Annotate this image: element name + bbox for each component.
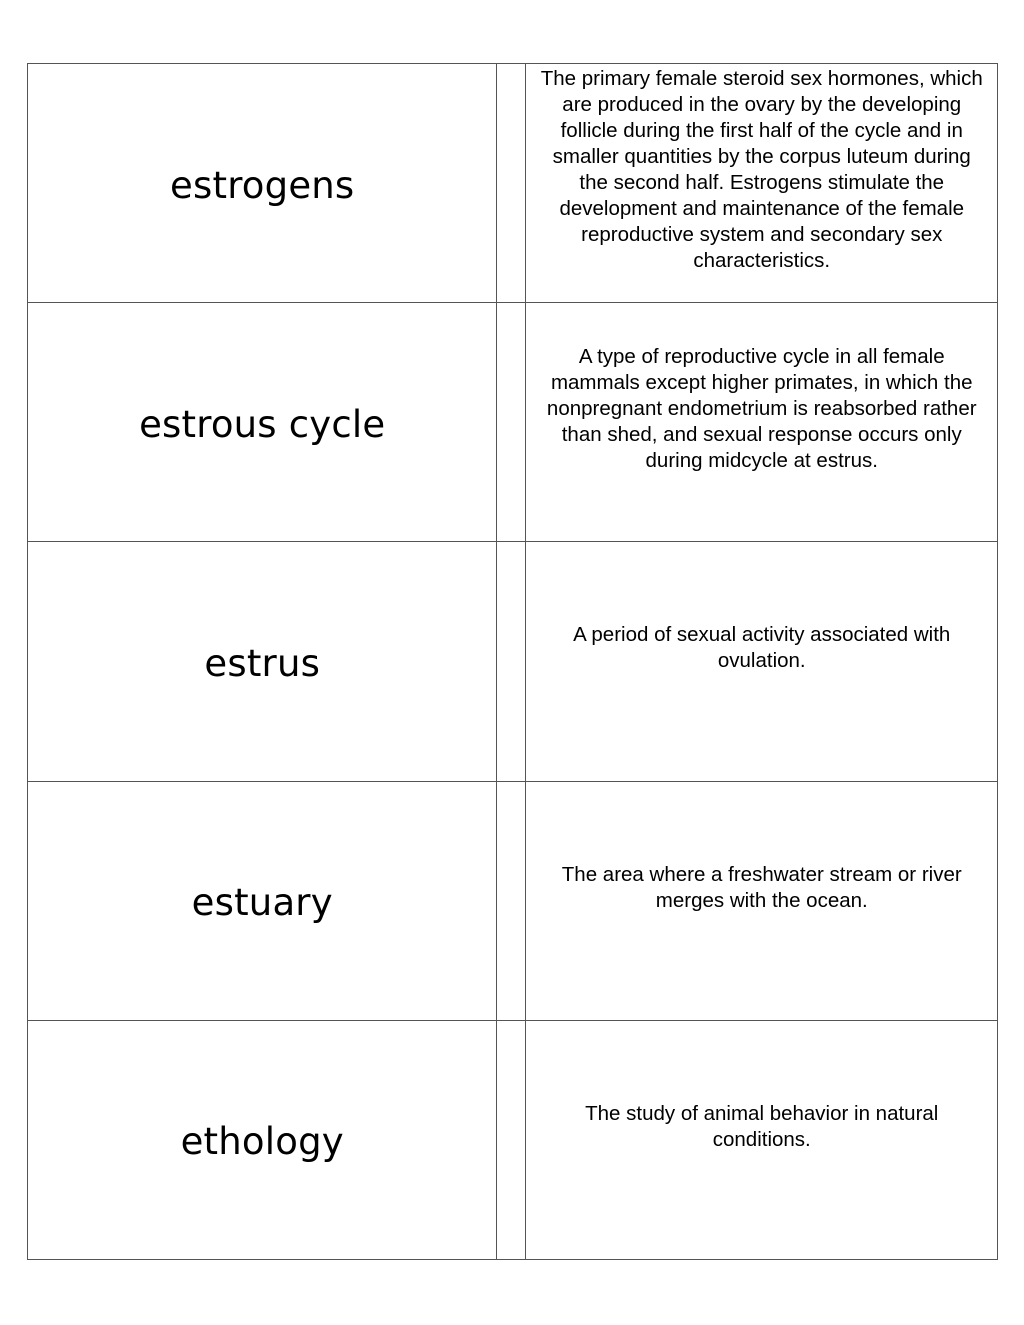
flashcard-row [28, 542, 998, 781]
flashcard-row [28, 303, 998, 542]
definition-cell [526, 303, 998, 542]
definition-cell [526, 64, 998, 303]
flashcard-row [28, 781, 998, 1020]
term-label: estrogens [170, 163, 355, 207]
gutter-cell [497, 64, 526, 303]
term-label: estrous cycle [139, 402, 386, 446]
gutter-cell [497, 542, 526, 781]
flashcard-sheet [27, 63, 998, 1260]
term-label: estuary [191, 881, 333, 925]
definition-cell [526, 781, 998, 1020]
definition-text: The study of animal behavior in natural conditions. [585, 1101, 939, 1151]
term-cell [28, 303, 497, 542]
term-label: estrus [204, 641, 321, 685]
definition-text: A type of reproductive cycle in all female mammals except higher primates, in which the nonpregnant endometrium is reabsorbed rather than shed, and sexual response occurs only during midcycle at estrus. [546, 345, 977, 473]
definition-cell [526, 1020, 998, 1259]
flashcard-row [28, 64, 998, 303]
term-cell [28, 781, 497, 1020]
gutter-cell [497, 303, 526, 542]
definition-text: A period of sexual activity associated with ovulation. [573, 623, 951, 673]
gutter-cell [497, 781, 526, 1020]
definition-text: The area where a freshwater stream or river merges with the ocean. [561, 862, 962, 912]
term-label: ethology [180, 1120, 344, 1164]
definition-text: The primary female steroid sex hormones, which are produced in the ovary by the developing follicle during the first half of the cycle and in smaller quantities by the corpus luteum during the second half. Estrogens stimulate the development and maintenance of the female reproductive system and secondary sex characteristics. [540, 67, 983, 273]
term-cell [28, 1020, 497, 1259]
gutter-cell [497, 1020, 526, 1259]
definition-cell [526, 542, 998, 781]
flashcard-row [28, 1020, 998, 1259]
term-cell [28, 542, 497, 781]
term-cell [28, 64, 497, 303]
